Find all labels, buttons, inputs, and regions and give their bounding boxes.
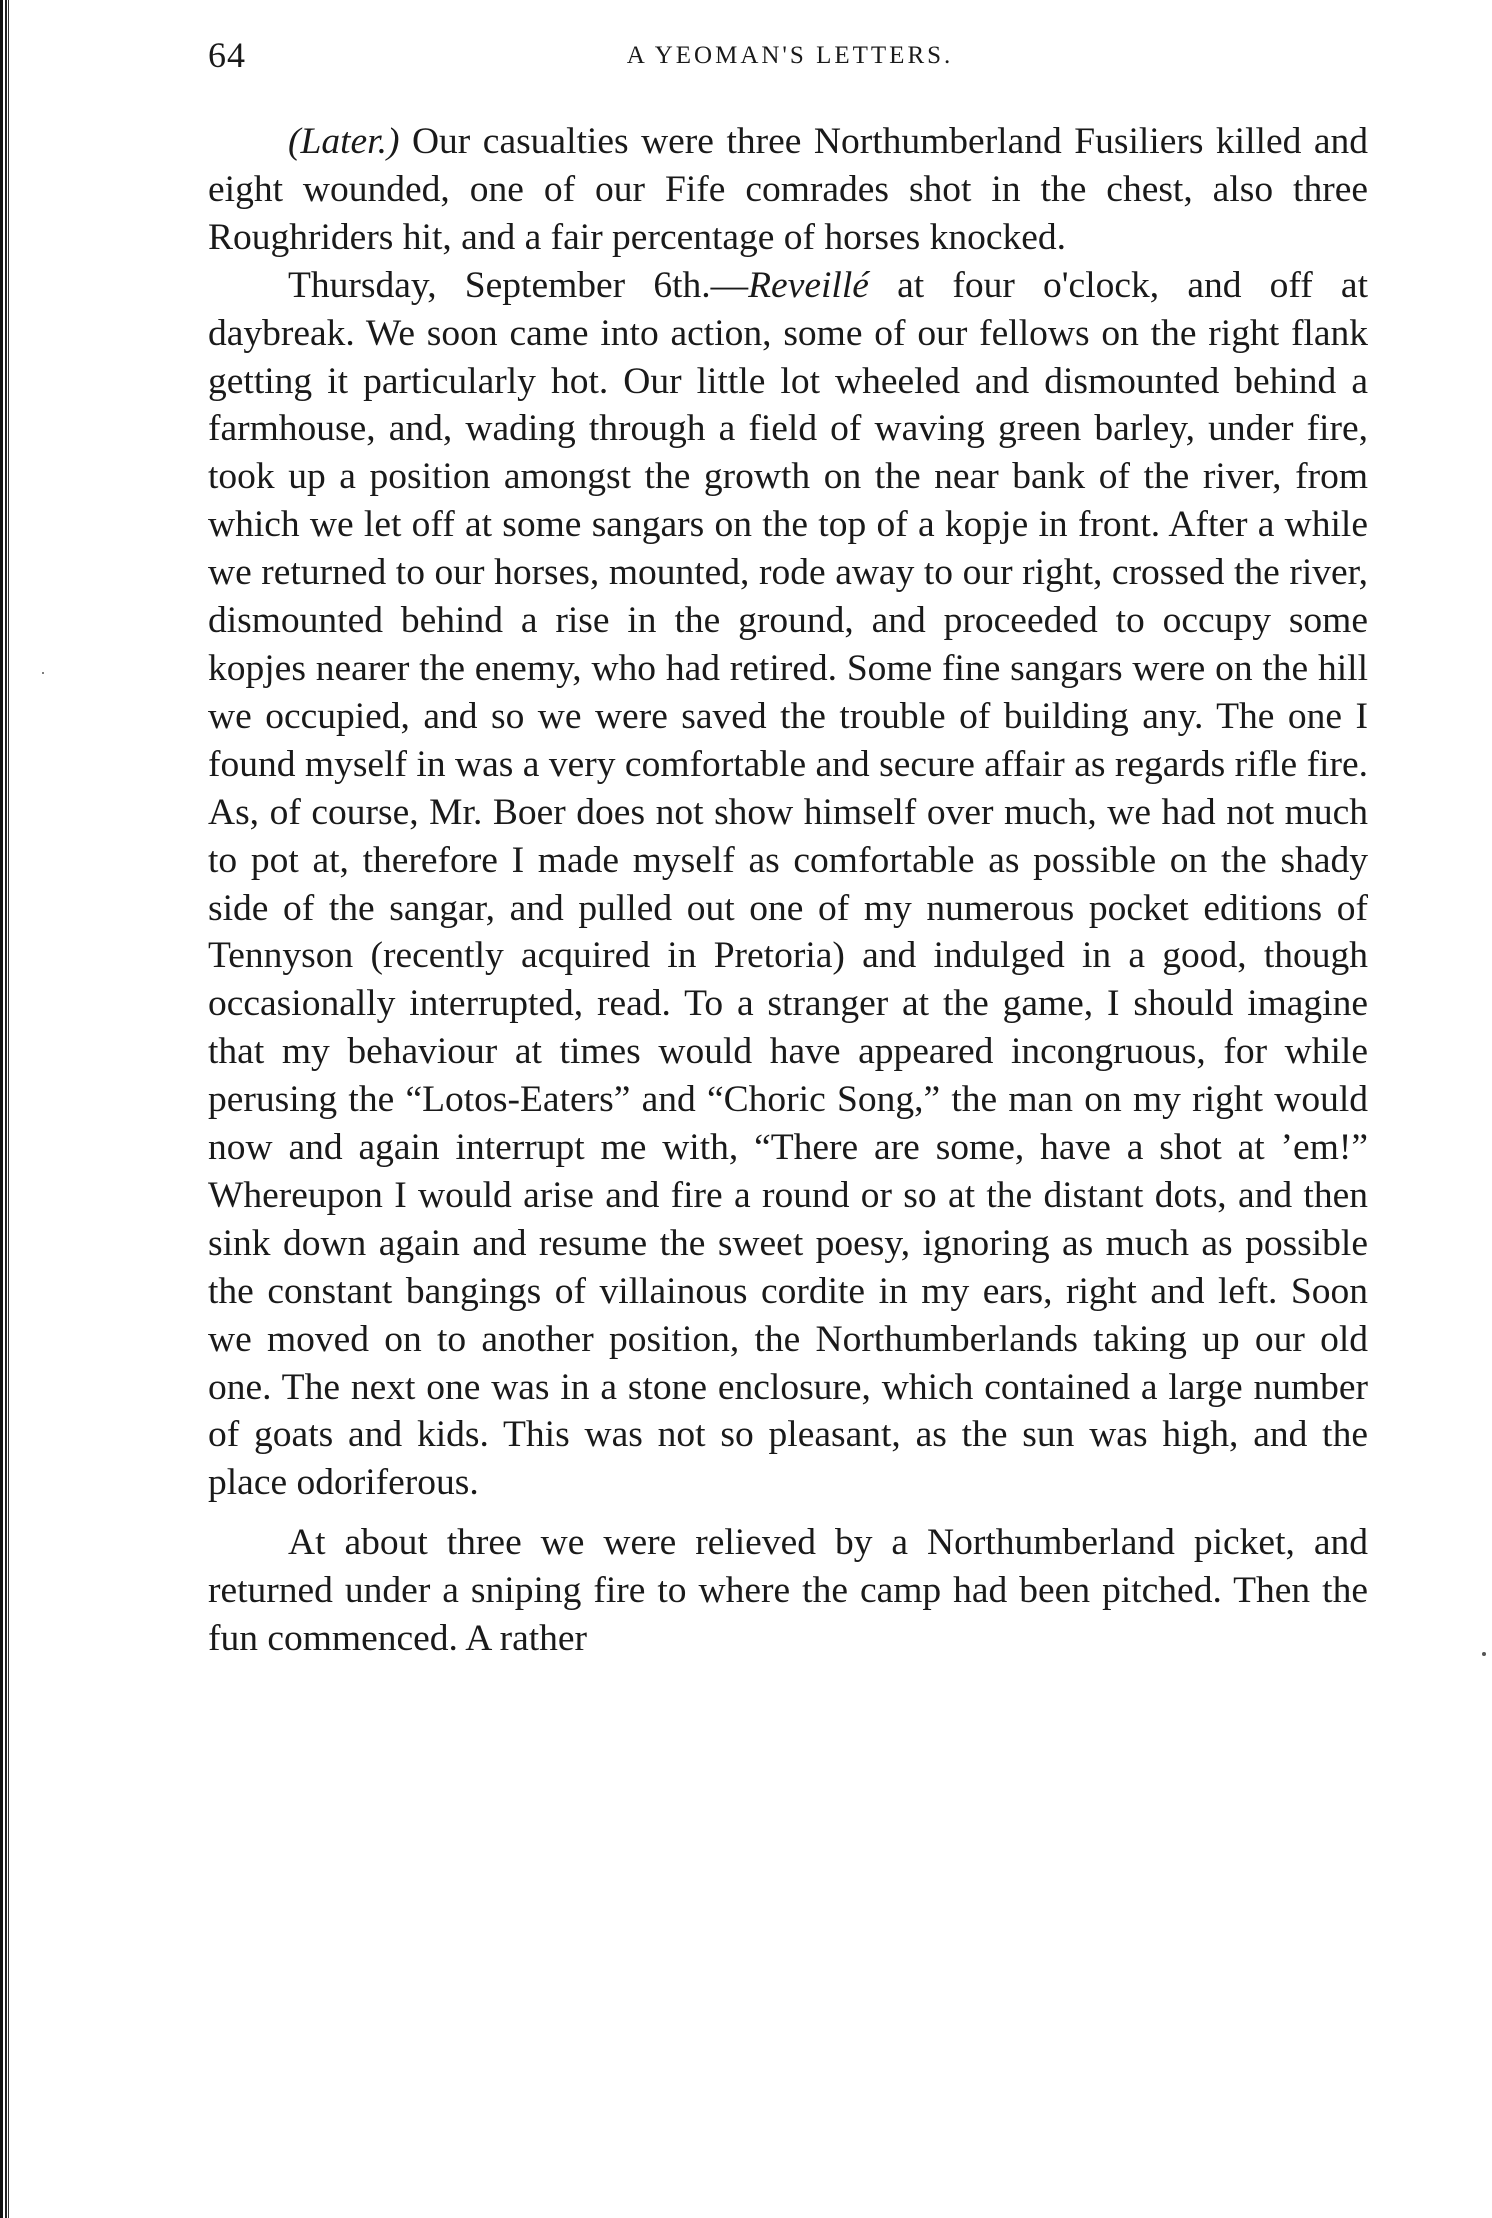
paragraph-date: Thursday, September 6th.— xyxy=(288,264,749,306)
paragraph-text: At about three we were relieved by a Northumberland picket, and returned under a sniping fire to where the camp had been pitched. Then the fun commenced. A rather xyxy=(208,1522,1368,1660)
page-header xyxy=(208,34,1372,78)
running-title: A YEOMAN'S LETTERS. xyxy=(626,42,954,69)
paragraph-thursday xyxy=(208,262,1368,1508)
paragraph-later xyxy=(208,118,1368,262)
paragraph-relieved xyxy=(208,1519,1368,1663)
print-speck xyxy=(1482,1652,1486,1656)
paragraph-text: Our casualties were three Northumberland Fusiliers killed and eight wounded, one of our Fife comrades shot in the chest, also three Roughriders hit, and a fair percentage of horses knocked. xyxy=(208,121,1368,258)
paragraph-text: at four o'clock, and off at daybreak. We soon came into action, some of our fellows on the right flank getting it particularly hot. Our little lot wheeled and dismounted behind a farmhouse, and, wading through a field of waving green barley, under fire, took up a position amongst the growth on the near bank of the river, from which we let off at some sangars on the top of a kopje in front. After a while we returned to our horses, mounted, rode away to our right, crossed the river, dismounted behind a rise in the ground, and proceeded to occupy some kopjes nearer the enemy, who had retired. Some fine sangars were on the hill we occupied, and so we were saved the trouble of building any. The one I found myself in was a very comfortable and secure affair as regards rifle fire. As, of course, Mr. Boer does not show himself over much, we had not much to pot at, therefore I made myself as comfortable as possible on the shady side of the sangar, and pulled out one of my numerous pocket editions of Tennyson (recently acquired in Pretoria) and indulged in a good, though occasionally interrupted, read. To a stranger at the game, I should imagine that my behaviour at times would have appeared incongruous, for while perusing the “Lotos-Eaters” and “Choric Song,” the man on my right would now and again interrupt me with, “There are some, have a shot at ’em!” Whereupon I would arise and fire a round or so at the distant dots, and then sink down again and resume the sweet poesy, ignoring as much as possible the constant bangings of villainous cordite in my ears, right and left. Soon we moved on to another position, the Northumberlands taking up our old one. The next one was in a stone enclosure, which contained a large number of goats and kids. This was not so pleasant, as the sun was high, and the place odoriferous. xyxy=(208,264,1368,1504)
paragraph-lead-later: (Later.) xyxy=(288,121,400,162)
page-body xyxy=(208,118,1368,1663)
book-spine-edge xyxy=(0,0,12,2218)
paragraph-lead-reveille: Reveillé xyxy=(748,264,869,306)
page-number: 64 xyxy=(208,35,246,75)
print-speck xyxy=(42,672,44,674)
